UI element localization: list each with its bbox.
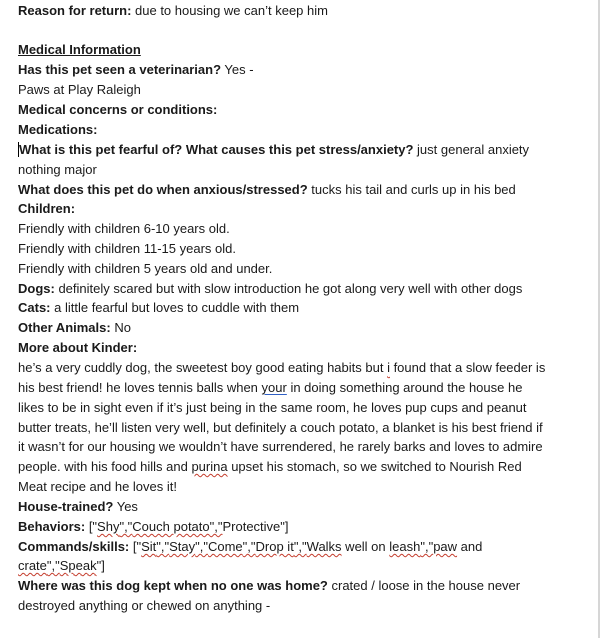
more-line-2: his best friend! he loves tennis balls when your in doing something around the house he [18,380,523,395]
other-animals-line: Other Animals: No [18,320,131,335]
more-line-5: it wasn’t for our housing we wouldn’t have surrendered, he rarely barks and loves to admire [18,439,543,454]
commands-line: Commands/skills: ["Sit","Stay","Come","Drop it","Walks well on leash","paw and [18,539,483,554]
more-line-6: people. with his food hills and purina upset his stomach, so we switched to Nourish Red [18,459,522,474]
medical-concerns: Medical concerns or conditions: [18,102,218,117]
child-line-1: Friendly with children 6-10 years old. [18,221,230,236]
more-line-7: Meat recipe and he loves it! [18,479,177,494]
section-heading: Medical Information [18,42,141,57]
reason-for-return: Reason for return: due to housing we can’t keep him [18,3,328,18]
child-line-3: Friendly with children 5 years old and under. [18,261,273,276]
cats-line: Cats: a little fearful but loves to cuddle with them [18,300,300,315]
commands-line-2: crate","Speak"] [18,558,105,573]
fearful-continued: nothing major [18,162,97,177]
behaviors-line: Behaviors: ["Shy","Couch potato","Protective"] [18,519,289,534]
anxious-question: What does this pet do when anxious/stressed? tucks his tail and curls up in his bed [18,182,516,197]
more-line-1: he’s a very cuddly dog, the sweetest boy good eating habits but i found that a slow feeder is [18,360,546,375]
more-line-3: likes to be in sight even if it’s just being in the same room, he loves pup cups and peanut [18,400,527,415]
medications: Medications: [18,122,98,137]
kept-continued: destroyed anything or chewed on anything - [18,598,271,613]
child-line-2: Friendly with children 11-15 years old. [18,241,236,256]
more-about-label: More about Kinder: [18,340,138,355]
children-label: Children: [18,201,76,216]
house-trained-line: House-trained? Yes [18,499,138,514]
kept-question: Where was this dog kept when no one was home? crated / loose in the house never [18,578,521,593]
fearful-question[interactable]: What is this pet fearful of? What causes this pet stress/anxiety? just general anxiety [19,142,530,157]
dogs-line: Dogs: definitely scared but with slow introduction he got along very well with other dogs [18,281,523,296]
more-line-4: butter treats, he’ll listen very well, but definitely a couch potato, a blanket is his best friend if [18,420,543,435]
vet-question: Has this pet seen a veterinarian? Yes - [18,62,254,77]
vet-name: Paws at Play Raleigh [18,82,141,97]
